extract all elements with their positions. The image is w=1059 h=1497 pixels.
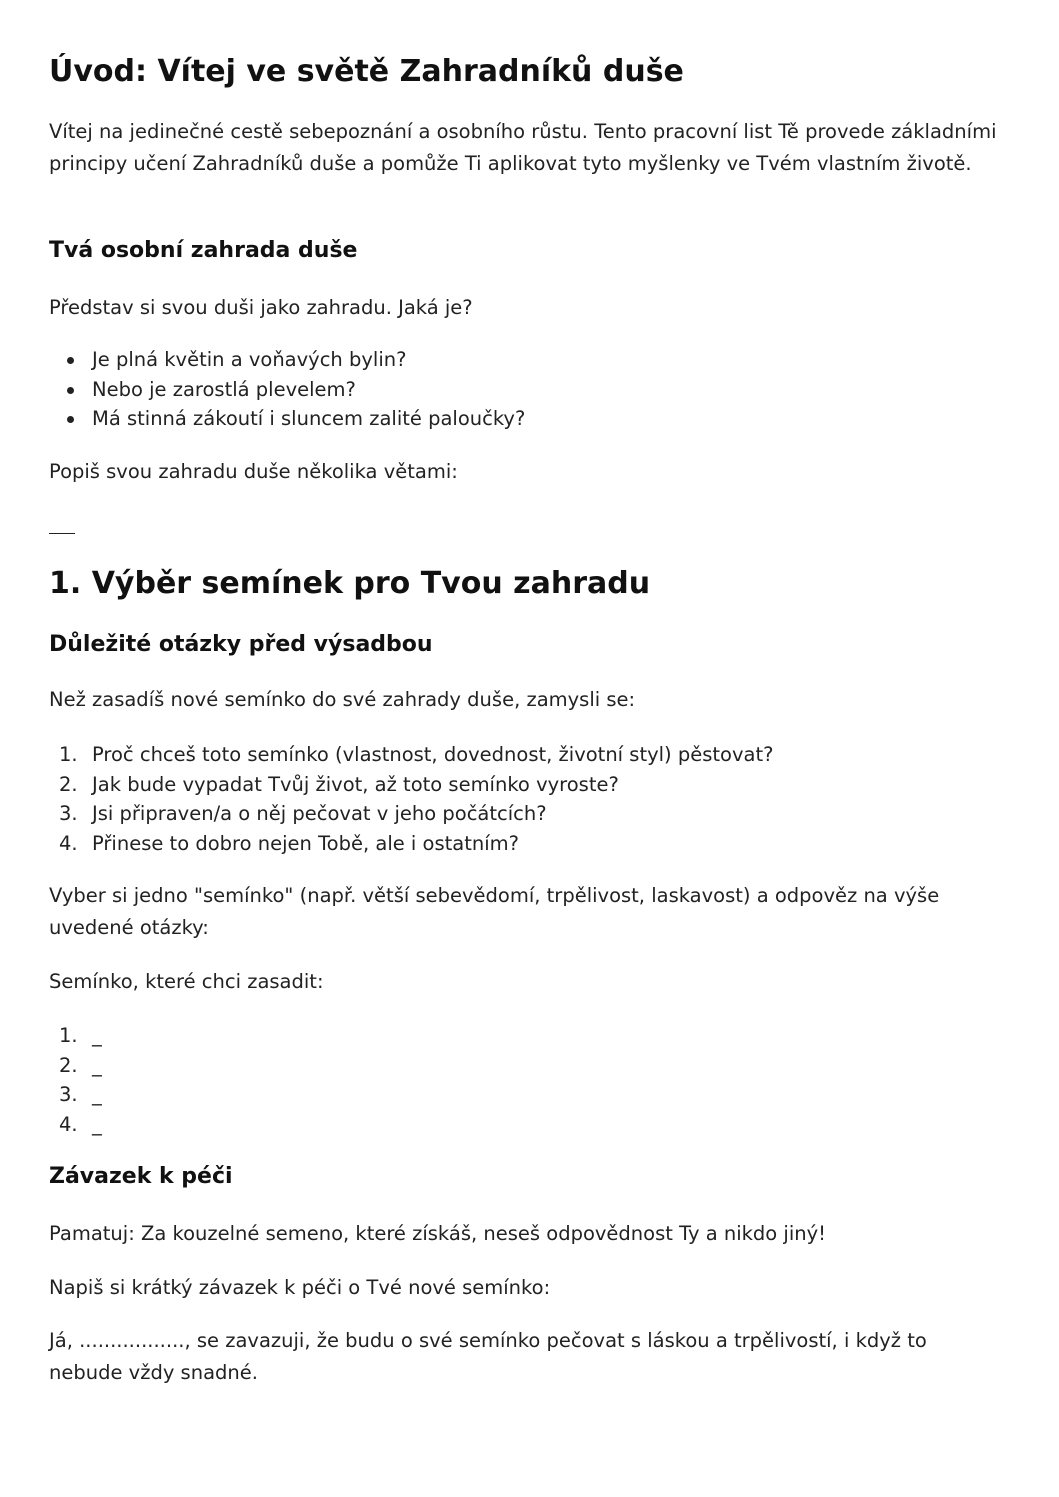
answer-blank[interactable]: _ — [92, 1112, 102, 1136]
answer-blank[interactable]: _ — [92, 1053, 102, 1077]
commitment-heading: Závazek k péči — [49, 1164, 233, 1189]
choose-text: Vyber si jedno "semínko" (např. větší sebevědomí, trpělivost, laskavost) a odpověz na výše uvedené otázky: — [49, 884, 940, 939]
list-number: 2. — [59, 1053, 78, 1077]
intro-paragraph: Vítej na jedinečné cestě sebepoznání a osobního růstu. Tento pracovní list Tě provede základními principy učení Zahradníků duše a pomůže Ti aplikovat tyto myšlenky ve Tvém vlastním životě. — [49, 120, 997, 175]
question-text: Jak bude vypadat Tvůj život, až toto semínko vyroste? — [92, 772, 619, 796]
bullet-text: Je plná květin a voňavých bylin? — [92, 348, 407, 371]
list-item — [49, 799, 773, 829]
horizontal-rule — [49, 533, 75, 534]
questions-list — [49, 740, 773, 858]
pledge-text: Já, ................., se zavazuji, že budu o své semínko pečovat s láskou a trpělivostí, i když to nebude vždy snadné. — [49, 1329, 927, 1384]
section1-title: 1. Výběr semínek pro Tvou zahradu — [49, 566, 651, 601]
question-text: Jsi připraven/a o něj pečovat v jeho počátcích? — [92, 802, 547, 825]
intro-title: Úvod: Vítej ve světě Zahradníků duše — [49, 54, 684, 89]
garden-describe: Popiš svou zahradu duše několika větami: — [49, 460, 458, 483]
list-number: 2. — [59, 772, 78, 796]
answer-line[interactable] — [49, 1110, 102, 1140]
seed-label: Semínko, které chci zasadit: — [49, 970, 324, 993]
garden-bullet-list — [49, 345, 525, 434]
answers-list — [49, 1021, 102, 1139]
list-item — [49, 740, 773, 770]
list-number: 1. — [59, 1024, 78, 1047]
remember-text: Pamatuj: Za kouzelné semeno, které získáš, neseš odpovědnost Ty a nikdo jiný! — [49, 1222, 826, 1245]
garden-heading: Tvá osobní zahrada duše — [49, 238, 358, 263]
answer-blank[interactable]: _ — [92, 1024, 102, 1047]
list-number: 3. — [59, 1083, 78, 1106]
garden-prompt: Představ si svou duši jako zahradu. Jaká je? — [49, 296, 473, 319]
answer-line[interactable] — [49, 1080, 102, 1110]
bullet-icon — [67, 357, 74, 364]
bullet-icon — [67, 416, 74, 423]
list-number: 3. — [59, 802, 78, 825]
answer-line[interactable] — [49, 1051, 102, 1081]
write-prompt: Napiš si krátký závazek k péči o Tvé nové semínko: — [49, 1276, 551, 1299]
list-item — [49, 770, 773, 800]
list-item — [49, 829, 773, 859]
list-number: 4. — [59, 831, 78, 855]
bullet-text: Nebo je zarostlá plevelem? — [92, 377, 356, 401]
answer-line[interactable] — [49, 1021, 102, 1051]
questions-heading: Důležité otázky před výsadbou — [49, 632, 433, 657]
questions-intro: Než zasadíš nové semínko do své zahrady duše, zamysli se: — [49, 688, 636, 711]
list-item — [49, 345, 525, 375]
list-item — [49, 375, 525, 405]
question-text: Přinese to dobro nejen Tobě, ale i ostatním? — [92, 831, 520, 855]
question-text: Proč chceš toto semínko (vlastnost, dovednost, životní styl) pěstovat? — [92, 743, 774, 766]
bullet-icon — [67, 387, 74, 394]
list-number: 4. — [59, 1112, 78, 1136]
bullet-text: Má stinná zákoutí i sluncem zalité paloučky? — [92, 407, 526, 430]
list-item — [49, 404, 525, 434]
answer-blank[interactable]: _ — [92, 1083, 102, 1106]
list-number: 1. — [59, 743, 78, 766]
